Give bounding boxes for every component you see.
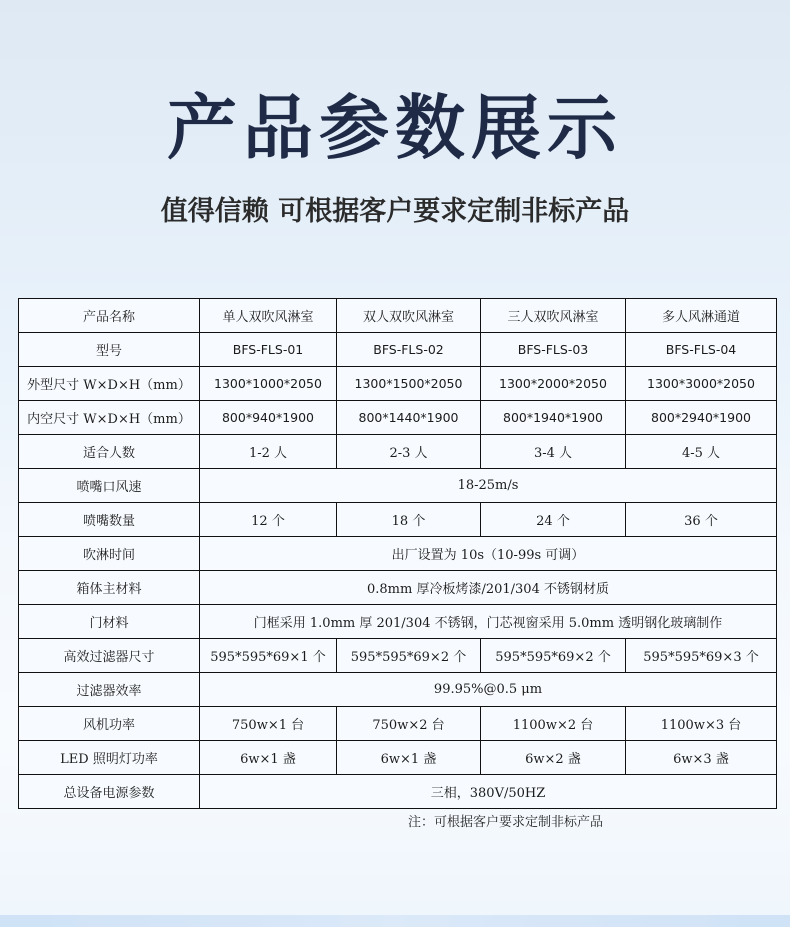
spec-table-container xyxy=(18,298,776,809)
table-row xyxy=(19,503,777,537)
value-cell: 18 个 xyxy=(337,503,481,537)
table-row xyxy=(19,775,777,809)
row-label: 喷嘴数量 xyxy=(19,503,200,537)
value-cell: 6w×3 盏 xyxy=(626,741,777,775)
merged-value-cell: 门框采用 1.0mm 厚 201/304 不锈钢，门芯视窗采用 5.0mm 透明钢化玻璃制作 xyxy=(200,605,777,639)
row-label: LED 照明灯功率 xyxy=(19,741,200,775)
row-label: 内空尺寸 W×D×H（mm） xyxy=(19,401,200,435)
table-row xyxy=(19,333,777,367)
bottom-band xyxy=(0,915,790,927)
value-cell: 1300*2000*2050 xyxy=(481,367,626,401)
value-cell: 1100w×2 台 xyxy=(481,707,626,741)
value-cell: 1300*1500*2050 xyxy=(337,367,481,401)
table-header-row xyxy=(19,299,777,333)
value-cell: 800*940*1900 xyxy=(200,401,337,435)
value-cell: 1-2 人 xyxy=(200,435,337,469)
row-label: 风机功率 xyxy=(19,707,200,741)
row-label: 门材料 xyxy=(19,605,200,639)
value-cell: 750w×1 台 xyxy=(200,707,337,741)
page-subtitle: 值得信赖 可根据客户要求定制非标产品 xyxy=(160,196,630,227)
row-label: 喷嘴口风速 xyxy=(19,469,200,503)
footnote: 注：可根据客户要求定制非标产品 xyxy=(408,815,604,830)
row-label: 吹淋时间 xyxy=(19,537,200,571)
header-cell: 三人双吹风淋室 xyxy=(481,299,626,333)
header-cell: 多人风淋通道 xyxy=(626,299,777,333)
header-cell: 单人双吹风淋室 xyxy=(200,299,337,333)
header-cell: 双人双吹风淋室 xyxy=(337,299,481,333)
row-label: 总设备电源参数 xyxy=(19,775,200,809)
value-cell: 12 个 xyxy=(200,503,337,537)
value-cell: 595*595*69×2 个 xyxy=(481,639,626,673)
row-label: 型号 xyxy=(19,333,200,367)
spec-table xyxy=(18,298,777,809)
table-row xyxy=(19,469,777,503)
row-label: 适合人数 xyxy=(19,435,200,469)
merged-value-cell: 18-25m/s xyxy=(200,469,777,503)
header-cell: 产品名称 xyxy=(19,299,200,333)
value-cell: 800*2940*1900 xyxy=(626,401,777,435)
value-cell: 800*1940*1900 xyxy=(481,401,626,435)
table-row xyxy=(19,741,777,775)
row-label: 过滤器效率 xyxy=(19,673,200,707)
table-row xyxy=(19,605,777,639)
row-label: 外型尺寸 W×D×H（mm） xyxy=(19,367,200,401)
table-row xyxy=(19,571,777,605)
row-label: 箱体主材料 xyxy=(19,571,200,605)
spec-table-body xyxy=(19,299,777,809)
value-cell: 1100w×3 台 xyxy=(626,707,777,741)
value-cell: 2-3 人 xyxy=(337,435,481,469)
page-title: 产品参数展示 xyxy=(167,87,623,169)
value-cell: 595*595*69×1 个 xyxy=(200,639,337,673)
row-label: 高效过滤器尺寸 xyxy=(19,639,200,673)
merged-value-cell: 99.95%@0.5 μm xyxy=(200,673,777,707)
value-cell: 6w×1 盏 xyxy=(200,741,337,775)
value-cell: 750w×2 台 xyxy=(337,707,481,741)
value-cell: BFS-FLS-01 xyxy=(200,333,337,367)
value-cell: 6w×1 盏 xyxy=(337,741,481,775)
merged-value-cell: 0.8mm 厚冷板烤漆/201/304 不锈钢材质 xyxy=(200,571,777,605)
table-row xyxy=(19,537,777,571)
table-row xyxy=(19,435,777,469)
value-cell: 3-4 人 xyxy=(481,435,626,469)
merged-value-cell: 三相，380V/50HZ xyxy=(200,775,777,809)
value-cell: 24 个 xyxy=(481,503,626,537)
value-cell: 6w×2 盏 xyxy=(481,741,626,775)
value-cell: 595*595*69×3 个 xyxy=(626,639,777,673)
table-row xyxy=(19,673,777,707)
value-cell: 1300*1000*2050 xyxy=(200,367,337,401)
value-cell: BFS-FLS-03 xyxy=(481,333,626,367)
table-row xyxy=(19,401,777,435)
table-row xyxy=(19,639,777,673)
value-cell: 1300*3000*2050 xyxy=(626,367,777,401)
value-cell: BFS-FLS-04 xyxy=(626,333,777,367)
value-cell: 595*595*69×2 个 xyxy=(337,639,481,673)
value-cell: 36 个 xyxy=(626,503,777,537)
table-row xyxy=(19,367,777,401)
value-cell: 4-5 人 xyxy=(626,435,777,469)
table-row xyxy=(19,707,777,741)
value-cell: BFS-FLS-02 xyxy=(337,333,481,367)
merged-value-cell: 出厂设置为 10s（10-99s 可调） xyxy=(200,537,777,571)
value-cell: 800*1440*1900 xyxy=(337,401,481,435)
